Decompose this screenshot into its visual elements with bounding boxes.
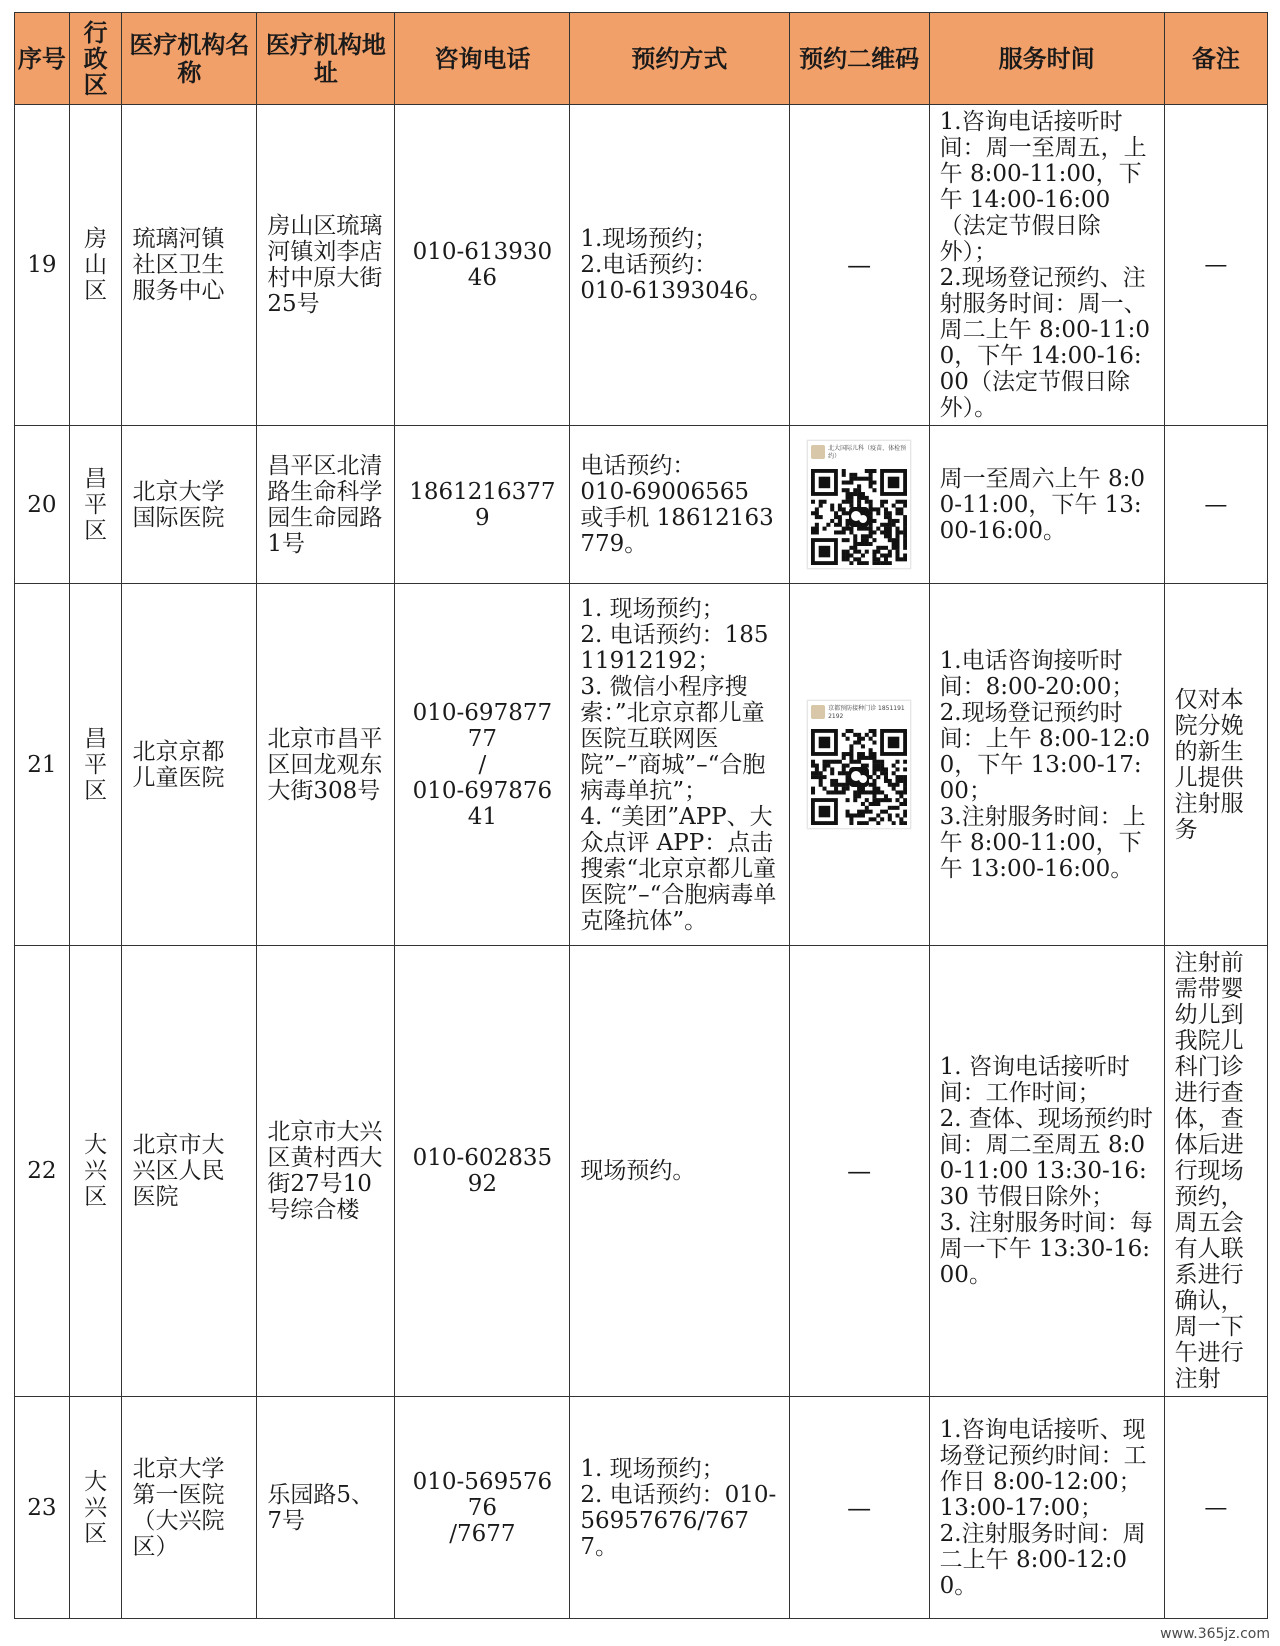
row-institution-name: 北京京都儿童医院 [122, 584, 257, 946]
hours-line: 1.咨询电话接听、现场登记预约时间：工作日 8:00-12:00；13:00-17:00； [939, 1416, 1147, 1521]
method-line: 现场预约。 [580, 1158, 696, 1184]
row-address: 北京市大兴区黄村西大街27号10号综合楼 [257, 946, 395, 1397]
district-text: 大兴区 [84, 1132, 108, 1210]
row-institution-name: 北京大学第一医院（大兴院区） [122, 1397, 257, 1619]
method-line: 2.电话预约： [580, 252, 718, 278]
row-remark: 注射前需带婴幼儿到我院儿科门诊进行查体，查体后进行现场预约，周五会有人联系进行确认，周一下午进行注射 [1164, 946, 1267, 1397]
header-district: 行政区 [69, 13, 122, 105]
method-line: 1. 现场预约； [580, 1455, 725, 1482]
hours-line: 3.注射服务时间：上午 8:00-11:00，下午 13:00-16:00。 [939, 803, 1146, 882]
method-line: 3. 微信小程序搜索：”北京京都儿童医院互联网医院”–”商城”–“合胞病毒单抗”； [580, 673, 766, 804]
qr-card [807, 700, 911, 829]
method-line: 1. 现场预约； [580, 595, 725, 622]
method-line: 4. “美团”APP、大众点评 APP：点击搜索“北京京都儿童医院”–“合胞病毒单克隆抗体”。 [580, 803, 777, 934]
phone-line: 010-61393046 [412, 239, 553, 291]
qr-code-icon [811, 469, 907, 565]
row-qr: — [789, 1397, 929, 1619]
hours-line: 2. 查体、现场预约时间：周二至周五 8:00-11:00 13:30-16:30 节假日除外； [939, 1106, 1153, 1210]
qr-card [807, 440, 911, 569]
phone-line: 010-60283592 [412, 1145, 553, 1197]
row-district [69, 946, 122, 1397]
row-method [570, 584, 789, 946]
header-row [15, 13, 1268, 105]
table-row [15, 105, 1268, 426]
row-phone [395, 426, 570, 584]
header-method: 预约方式 [570, 13, 789, 105]
hours-line: 周一至周六上午 8:00-11:00，下午 13:00-16:00。 [939, 465, 1145, 544]
method-line: 电话预约： [580, 452, 696, 479]
table-row [15, 946, 1268, 1397]
phone-line: /7677 [449, 1520, 516, 1547]
phone-line: 18612163779 [409, 478, 556, 531]
row-phone [395, 105, 570, 426]
district-text: 昌平区 [84, 465, 108, 544]
row-service-hours [929, 946, 1164, 1397]
row-qr: — [789, 105, 929, 426]
row-institution-name: 北京市大兴区人民医院 [122, 946, 257, 1397]
header-no: 序号 [15, 13, 70, 105]
row-phone [395, 1397, 570, 1619]
header-name: 医疗机构名称 [122, 13, 257, 105]
appointment-table [14, 12, 1268, 1619]
row-method [570, 105, 789, 426]
qr-card-header [811, 445, 907, 469]
row-address: 北京市昌平区回龙观东大街308号 [257, 584, 395, 946]
table-row [15, 584, 1268, 946]
row-district [69, 1397, 122, 1619]
row-remark: — [1164, 426, 1267, 584]
qr-code [811, 729, 907, 825]
row-remark: — [1164, 1397, 1267, 1619]
row-phone [395, 584, 570, 946]
header-address: 医疗机构地址 [257, 13, 395, 105]
row-qr: — [789, 946, 929, 1397]
row-institution-name: 北京大学国际医院 [122, 426, 257, 584]
hours-line: 2.注射服务时间：周二上午 8:00-12:00。 [939, 1520, 1146, 1599]
row-number: 21 [15, 584, 70, 946]
header-hours: 服务时间 [929, 13, 1164, 105]
row-district [69, 584, 122, 946]
row-qr [789, 426, 929, 584]
phone-line: / [478, 751, 487, 778]
row-number: 19 [15, 105, 70, 426]
row-service-hours [929, 105, 1164, 426]
hours-line: 3. 注射服务时间：每周一下午 13:30-16:00。 [939, 1210, 1153, 1288]
phone-line: 010-69787777 [412, 699, 553, 752]
qr-code-icon [811, 729, 907, 825]
hours-line: 1. 咨询电话接听时间：工作时间； [939, 1054, 1130, 1106]
method-line: 1.现场预约； [580, 226, 718, 252]
phone-line: 010-56957676 [412, 1468, 553, 1521]
row-remark: — [1164, 105, 1267, 426]
row-district [69, 426, 122, 584]
row-service-hours [929, 426, 1164, 584]
row-phone [395, 946, 570, 1397]
row-remark: 仅对本院分娩的新生儿提供注射服务 [1164, 584, 1267, 946]
row-address: 昌平区北清路生命科学园生命园路1号 [257, 426, 395, 584]
row-address: 房山区琉璃河镇刘李店村中原大街25号 [257, 105, 395, 426]
method-line: 2. 电话预约：010-56957676/7677。 [580, 1481, 777, 1560]
hours-line: 1.咨询电话接听时间：周一至周五，上午 8:00-11:00，下午 14:00-16:00（法定节假日除外）； [939, 109, 1147, 265]
row-service-hours [929, 1397, 1164, 1619]
row-method [570, 946, 789, 1397]
qr-card-title: 北大国际儿科（疫苗、体检预约） [828, 445, 907, 460]
header-qr: 预约二维码 [789, 13, 929, 105]
table-row [15, 426, 1268, 584]
row-number: 23 [15, 1397, 70, 1619]
qr-card-header [811, 705, 907, 729]
row-number: 20 [15, 426, 70, 584]
row-address: 乐园路5、7号 [257, 1397, 395, 1619]
watermark: www.365jz.com [1156, 1626, 1274, 1642]
row-qr [789, 584, 929, 946]
row-number: 22 [15, 946, 70, 1397]
avatar-icon [811, 705, 825, 719]
row-service-hours [929, 584, 1164, 946]
table-row [15, 1397, 1268, 1619]
header-phone: 咨询电话 [395, 13, 570, 105]
method-line: 010-61393046。 [580, 278, 773, 304]
avatar-icon [811, 445, 825, 459]
district-text: 昌平区 [84, 725, 108, 804]
method-line: 010-69006565 或手机 18612163779。 [580, 478, 774, 557]
row-district [69, 105, 122, 426]
hours-line: 1.电话咨询接听时间：8:00-20:00； [939, 647, 1135, 700]
qr-card-title: 京都预防接种门诊 18511912192 [828, 705, 905, 720]
row-method [570, 1397, 789, 1619]
hours-line: 2.现场登记预约时间：上午 8:00-12:00，下午 13:00-17:00； [939, 699, 1151, 804]
district-text: 大兴区 [84, 1468, 108, 1547]
phone-line: 010-69787641 [412, 777, 553, 830]
method-line: 2. 电话预约：18511912192； [580, 621, 769, 674]
qr-code [811, 469, 907, 565]
row-method [570, 426, 789, 584]
header-remark: 备注 [1164, 13, 1267, 105]
hours-line: 2.现场登记预约、注射服务时间：周一、周二上午 8:00-11:00，下午 14:00-16:00（法定节假日除外）。 [939, 265, 1151, 421]
row-institution-name: 琉璃河镇社区卫生服务中心 [122, 105, 257, 426]
district-text: 房山区 [84, 226, 108, 304]
